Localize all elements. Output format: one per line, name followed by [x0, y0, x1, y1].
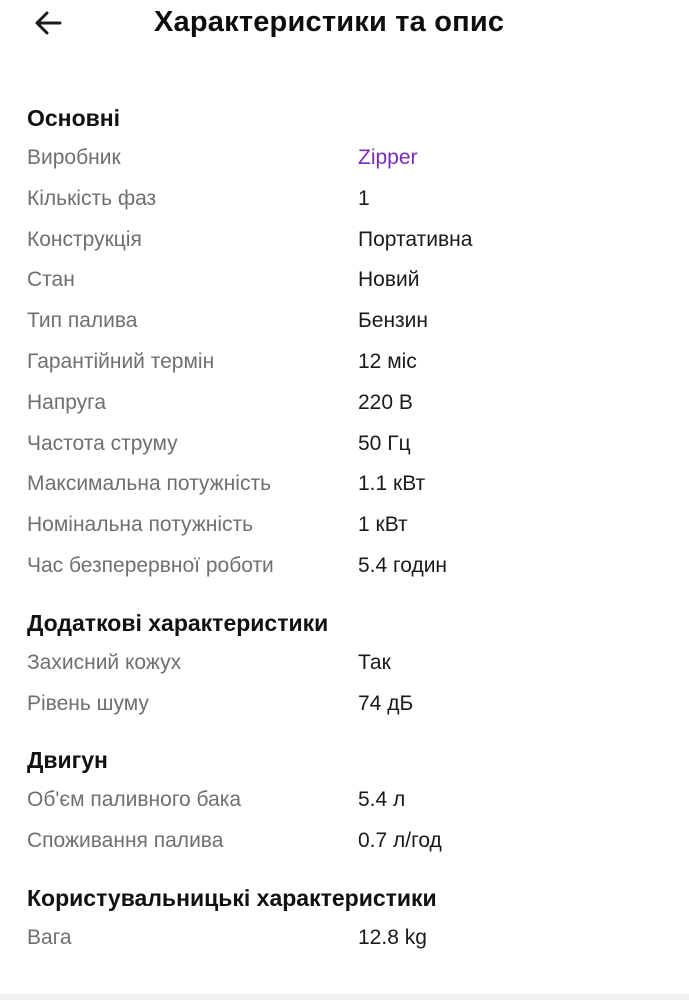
spec-row-fuel-consumption — [27, 821, 677, 862]
spec-row-construction — [27, 220, 677, 261]
section-title: Додаткові характеристики — [27, 609, 329, 636]
section-title: Користувальницькі характеристики — [27, 884, 437, 911]
spec-value: 0.7 л/год — [358, 829, 442, 853]
spec-row-weight — [27, 918, 677, 959]
spec-value: 74 дБ — [358, 691, 414, 715]
spec-value: Новий — [358, 268, 420, 292]
spec-value: 5.4 годин — [358, 553, 448, 577]
spec-label: Напруга — [27, 390, 107, 414]
spec-value: 5.4 л — [358, 788, 406, 812]
spec-value: Так — [358, 650, 391, 674]
back-button[interactable] — [29, 8, 65, 38]
spec-row-tank-volume — [27, 780, 677, 821]
spec-label: Час безперервної роботи — [27, 553, 274, 577]
manufacturer-link[interactable]: Zipper — [358, 146, 418, 169]
spec-value: 220 В — [358, 390, 413, 414]
spec-label: Гарантійний термін — [27, 349, 215, 373]
spec-label: Максимальна потужність — [27, 472, 272, 496]
spec-label: Рівень шуму — [27, 691, 149, 715]
spec-label: Частота струму — [27, 431, 178, 455]
spec-row-manufacturer — [27, 138, 677, 179]
spec-row-fuel-type — [27, 301, 677, 342]
spec-value: 1.1 кВт — [358, 472, 426, 496]
spec-label: Виробник — [27, 146, 121, 169]
section-engine — [27, 740, 677, 862]
spec-row-protective-cover — [27, 643, 677, 684]
spec-row-max-power — [27, 464, 677, 505]
spec-value: 50 Гц — [358, 431, 411, 455]
spec-value: 12.8 kg — [358, 925, 427, 949]
section-gap — [27, 587, 677, 603]
section-title: Двигун — [27, 747, 108, 774]
spec-row-noise-level — [27, 684, 677, 725]
spec-label: Споживання палива — [27, 829, 224, 853]
spec-row-warranty — [27, 342, 677, 383]
section-main — [27, 98, 677, 587]
section-gap — [27, 862, 677, 878]
spec-value: 12 міс — [358, 349, 417, 373]
section-gap — [27, 724, 677, 740]
specs-content — [27, 98, 677, 959]
app-header — [0, 0, 689, 44]
section-title: Основні — [27, 105, 121, 131]
spec-label: Стан — [27, 268, 75, 292]
page-title: Характеристики та опис — [154, 6, 505, 38]
section-additional — [27, 603, 677, 725]
spec-label: Номінальна потужність — [27, 513, 254, 537]
spec-row-condition — [27, 260, 677, 301]
arrow-left-icon — [29, 8, 65, 38]
spec-value: Бензин — [358, 309, 429, 333]
spec-label: Об'єм паливного бака — [27, 788, 242, 812]
spec-label: Захисний кожух — [27, 650, 182, 674]
spec-value: Портативна — [358, 227, 473, 251]
spec-row-voltage — [27, 383, 677, 424]
spec-row-nominal-power — [27, 505, 677, 546]
spec-label: Вага — [27, 925, 72, 949]
spec-value: 1 кВт — [358, 513, 408, 537]
spec-label: Кількість фаз — [27, 186, 157, 210]
spec-label: Конструкція — [27, 227, 142, 251]
bottom-divider — [0, 994, 689, 1000]
spec-row-phases — [27, 179, 677, 220]
spec-value: 1 — [358, 186, 370, 210]
spec-label: Тип палива — [27, 309, 138, 333]
section-user — [27, 878, 677, 959]
spec-row-runtime — [27, 546, 677, 587]
spec-row-frequency — [27, 424, 677, 465]
